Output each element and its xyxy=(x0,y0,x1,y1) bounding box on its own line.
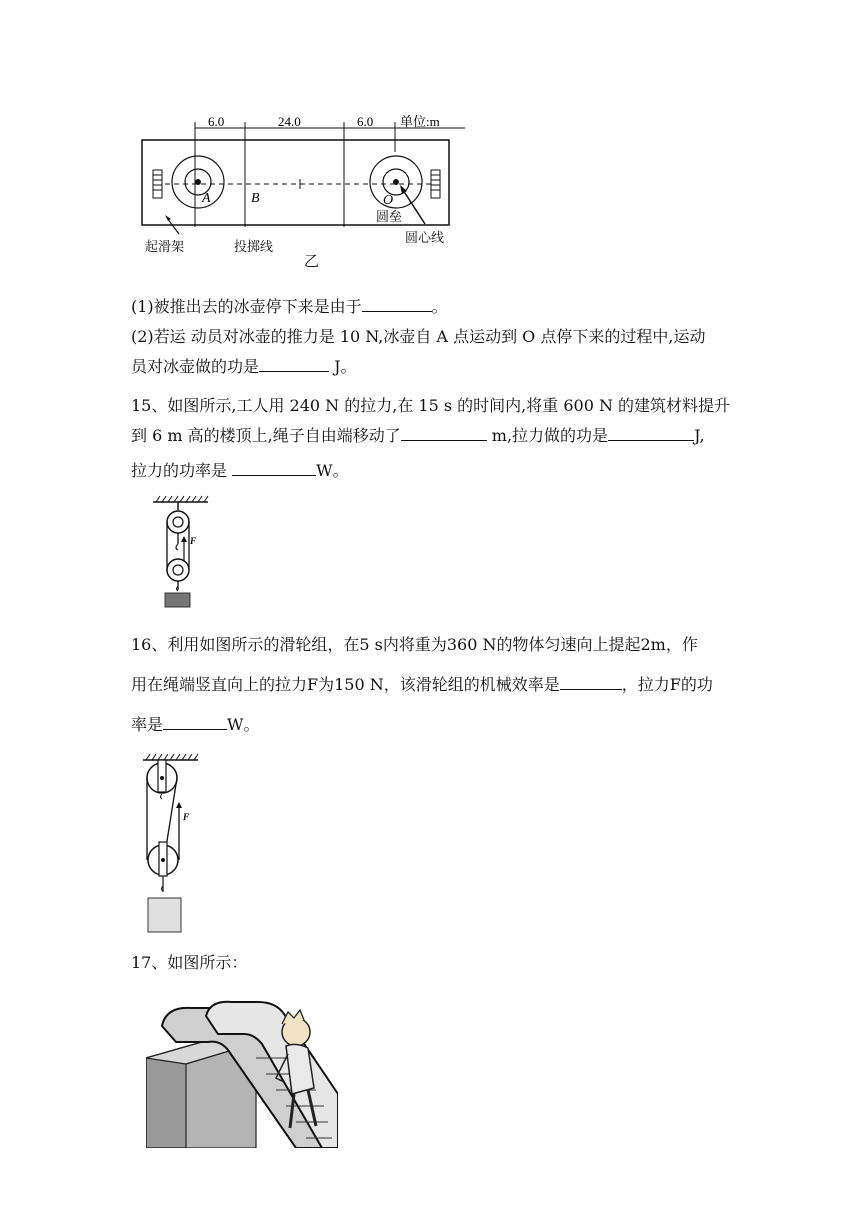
q15-force-label: F xyxy=(190,536,197,546)
q16-line3: 率是 W。 xyxy=(131,715,260,734)
unit-label: 单位:m xyxy=(400,114,440,129)
q15-line2: 到 6 m 高的楼顶上,绳子自由端移动了 m,拉力做的功是 J, xyxy=(131,426,705,445)
q14-part1: (1)被推出去的冰壶停下来是由于 。 xyxy=(131,297,448,316)
q15-line1: 15、如图所示,工人用 240 N 的拉力,在 15 s 的时间内,将重 600 N 的建筑材料提升 xyxy=(131,396,731,415)
dim-mid-label: 24.0 xyxy=(278,114,301,129)
point-o-label: O xyxy=(383,193,394,208)
q16-pulley-figure xyxy=(138,752,218,936)
left-house-icon xyxy=(172,156,224,208)
q16-line1: 16、利用如图所示的滑轮组，在5 s内将重为360 N的物体匀速向上提起2m，作 xyxy=(131,635,698,654)
q17-line1: 17、如图所示： xyxy=(131,953,248,972)
figure-caption: 乙 xyxy=(304,252,320,270)
answer-blank[interactable] xyxy=(232,461,316,476)
dim-left-label: 6.0 xyxy=(208,114,225,129)
load-block xyxy=(165,593,190,607)
point-b-label: B xyxy=(251,191,260,206)
q14-part2-line2: 员对冰壶做的功是 J。 xyxy=(131,357,357,376)
point-a-label: A xyxy=(202,191,211,206)
right-hack-icon xyxy=(431,170,440,198)
answer-blank[interactable] xyxy=(560,675,622,690)
q15-line3: 拉力的功率是 W。 xyxy=(131,461,349,480)
label-yuanlei: 圆垒 xyxy=(376,210,403,225)
answer-blank[interactable] xyxy=(401,426,487,441)
movable-pulley-icon xyxy=(167,559,189,581)
q16-force-label: F xyxy=(183,812,190,822)
label-qihuajia: 起滑架 xyxy=(145,240,185,255)
q15-pulley-figure xyxy=(148,492,228,612)
left-hack-icon xyxy=(153,170,162,198)
answer-blank[interactable] xyxy=(259,357,329,372)
dim-right-label: 6.0 xyxy=(357,114,374,129)
load-block xyxy=(148,898,181,932)
answer-blank[interactable] xyxy=(608,426,694,441)
q14-part2-line1: (2)若运 动员对冰壶的推力是 10 N,冰壶自 A 点运动到 O 点停下来的过程中,运动 xyxy=(131,327,706,346)
answer-blank[interactable] xyxy=(362,297,432,312)
answer-blank[interactable] xyxy=(163,715,227,730)
escalator-figure xyxy=(146,998,338,1148)
fixed-pulley-icon xyxy=(167,511,189,533)
right-house-icon xyxy=(370,156,422,208)
label-yuanxinxian: 圆心线 xyxy=(405,231,445,246)
curling-sheet-figure xyxy=(135,112,475,272)
q16-line2: 用在绳端竖直向上的拉力F为150 N，该滑轮组的机械效率是 ，拉力F的功 xyxy=(131,675,713,694)
label-toujixian: 投掷线 xyxy=(234,240,274,255)
